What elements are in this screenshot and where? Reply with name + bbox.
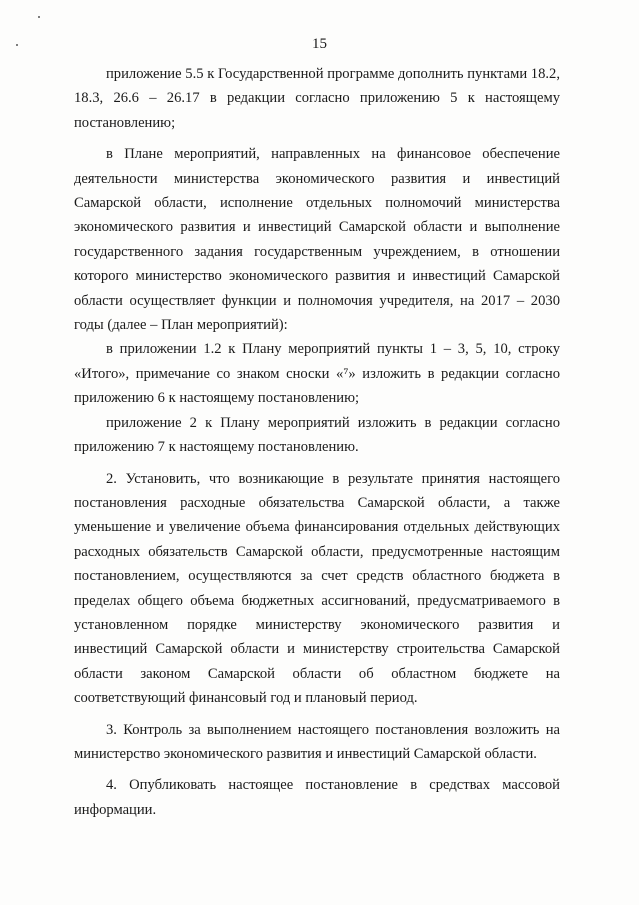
document-body [74, 62, 560, 822]
paragraph-item-4: 4. Опубликовать настоящее постановление в средствах массовой информации. [74, 777, 560, 818]
paragraph-appendix-5-5: приложение 5.5 к Государственной программе дополнить пунктами 18.2, 18.3, 26.6 – 26.17 в редакции согласно приложению 5 к настоящему постановлению; [74, 66, 560, 131]
scan-artifact [38, 16, 40, 18]
paragraph-item-2: 2. Установить, что возникающие в результате принятия настоящего постановления расходные обязательства Самарской области, а также уменьшение и увеличение объема финансирования отдельных действующих расходных обязательств Самарской области, предусмотренные настоящим постановлением, осуществляются за счет средств областного бюджета в пределах общего объема бюджетных ассигнований, предусматриваемого в установленном порядке министерству экономического развития и инвестиций Самарской области и министерству строительства Самарской области законом Самарской области об областном бюджете на соответствующий финансовый год и плановый период. [74, 470, 560, 707]
page-number: 15 [312, 36, 327, 52]
paragraph-item-3: 3. Контроль за выполнением настоящего постановления возложить на министерство экономического развития и инвестиций Самарской области. [74, 721, 560, 762]
paragraph-plan-of-measures: в Плане мероприятий, направленных на финансовое обеспечение деятельности министерства экономического развития и инвестиций Самарской области, исполнение отдельных полномочий министерства экономического развития и инвестиций Самарской области и выполнение государственного задания государственным учреждением, в отношении которого министерство экономического развития и инвестиций Самарской области осуществляет функции и полномочия учредителя, на 2017 – 2030 годы (далее – План мероприятий): [74, 146, 560, 334]
paragraph-appendix-2: приложение 2 к Плану мероприятий изложить в редакции согласно приложению 7 к настоящему постановлению. [74, 414, 560, 456]
paragraph-appendix-1-2: в приложении 1.2 к Плану мероприятий пункты 1 – 3, 5, 10, строку «Итого», примечание со знаком сноски «⁷» изложить в редакции согласно приложению 6 к настоящему постановлению; [74, 341, 560, 407]
